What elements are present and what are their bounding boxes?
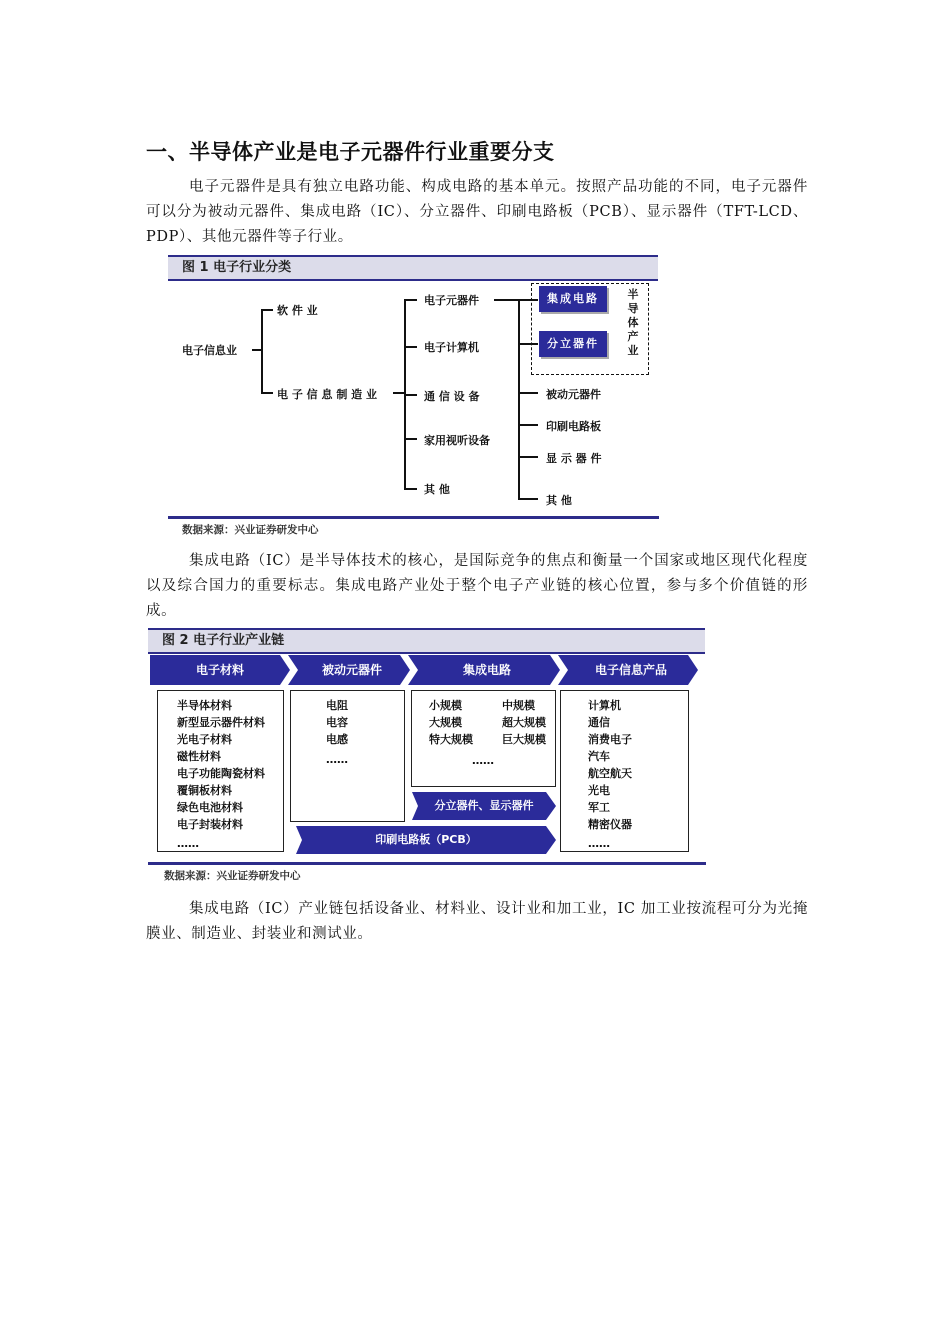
fig1-root: 电子信息业 bbox=[182, 344, 237, 357]
material-item: 电子功能陶瓷材料 bbox=[177, 767, 265, 780]
figure-2-source: 数据来源：兴业证券研发中心 bbox=[164, 870, 301, 882]
fig1-components: 电子元器件 bbox=[424, 294, 479, 307]
paragraph-3: 集成电路（IC）产业链包括设备业、材料业、设计业和加工业，IC 加工业按流程可分为光掩膜业、制造业、封装业和测试业。 bbox=[146, 901, 808, 942]
passive-item: 电阻 bbox=[326, 699, 348, 712]
fig1-telecom: 通 信 设 备 bbox=[424, 390, 480, 403]
fig1-software: 软 件 业 bbox=[277, 304, 318, 317]
product-item: 航空航天 bbox=[588, 767, 632, 780]
material-item: 光电子材料 bbox=[177, 733, 232, 746]
discrete-label: 分立器件、显示器件 bbox=[434, 799, 534, 812]
ic-item: 小规模 bbox=[429, 699, 462, 712]
paragraph-1: 电子元器件是具有独立电路功能、构成电路的基本单元。按照产品功能的不同，电子元器件可以分为被动元器件、集成电路（IC）、分立器件、印刷电路板（PCB）、显示器件（TFT-LCD、PDP）、其他元器件等子行业。 bbox=[146, 179, 808, 245]
material-item: …… bbox=[177, 837, 199, 850]
figure-1-source: 数据来源：兴业证券研发中心 bbox=[182, 524, 319, 536]
ic-item: …… bbox=[472, 754, 494, 767]
figure-1-title: 图 1 电子行业分类 bbox=[168, 255, 658, 281]
ic-item: 中规模 bbox=[502, 699, 535, 712]
ic-item: 大规模 bbox=[429, 716, 462, 729]
passive-item: 电感 bbox=[326, 733, 348, 746]
fig1-ic-box: 集成电路 bbox=[539, 286, 607, 312]
fig1-other2: 其 他 bbox=[546, 494, 572, 507]
material-item: 电子封装材料 bbox=[177, 818, 243, 831]
passive-item: …… bbox=[326, 753, 348, 766]
fig1-other: 其 他 bbox=[424, 483, 450, 496]
figure-2-title: 图 2 电子行业产业链 bbox=[148, 628, 705, 654]
fig1-semiconductor-label: 半导体产业 bbox=[627, 288, 639, 357]
paragraph-2: 集成电路（IC）是半导体技术的核心，是国际竞争的焦点和衡量一个国家或地区现代化程度以及综合国力的重要标志。集成电路产业处于整个电子产业链的核心位置，参与多个价值链的形成。 bbox=[146, 553, 808, 619]
product-item: 消费电子 bbox=[588, 733, 632, 746]
ic-item: 特大规模 bbox=[429, 733, 473, 746]
header-materials: 电子材料 bbox=[195, 663, 244, 677]
product-item: 通信 bbox=[588, 716, 610, 729]
pcb-label: 印刷电路板（PCB） bbox=[375, 833, 477, 846]
product-item: …… bbox=[588, 837, 610, 850]
fig1-computers: 电子计算机 bbox=[424, 341, 479, 354]
material-item: 磁性材料 bbox=[177, 750, 221, 763]
fig1-manufacturing: 电 子 信 息 制 造 业 bbox=[277, 388, 377, 401]
ic-item: 超大规模 bbox=[502, 716, 546, 729]
passive-item: 电容 bbox=[326, 716, 348, 729]
fig1-av: 家用视听设备 bbox=[424, 434, 490, 447]
product-item: 光电 bbox=[588, 784, 610, 797]
material-item: 半导体材料 bbox=[177, 699, 232, 712]
product-item: 精密仪器 bbox=[588, 818, 632, 831]
section-heading: 一、半导体产业是电子元器件行业重要分支 bbox=[146, 140, 555, 164]
product-item: 军工 bbox=[588, 801, 610, 814]
fig1-discrete-box: 分立器件 bbox=[539, 331, 607, 357]
material-item: 覆铜板材料 bbox=[177, 784, 232, 797]
ic-item: 巨大规模 bbox=[502, 733, 546, 746]
header-products: 电子信息产品 bbox=[594, 663, 667, 677]
material-item: 新型显示器件材料 bbox=[177, 716, 265, 729]
header-passive: 被动元器件 bbox=[321, 663, 382, 677]
material-item: 绿色电池材料 bbox=[177, 801, 243, 814]
product-item: 汽车 bbox=[588, 750, 610, 763]
header-ic: 集成电路 bbox=[462, 663, 511, 677]
fig1-passive: 被动元器件 bbox=[546, 388, 601, 401]
fig1-display: 显 示 器 件 bbox=[546, 452, 602, 465]
fig1-pcb: 印刷电路板 bbox=[546, 420, 601, 433]
product-item: 计算机 bbox=[588, 699, 621, 712]
